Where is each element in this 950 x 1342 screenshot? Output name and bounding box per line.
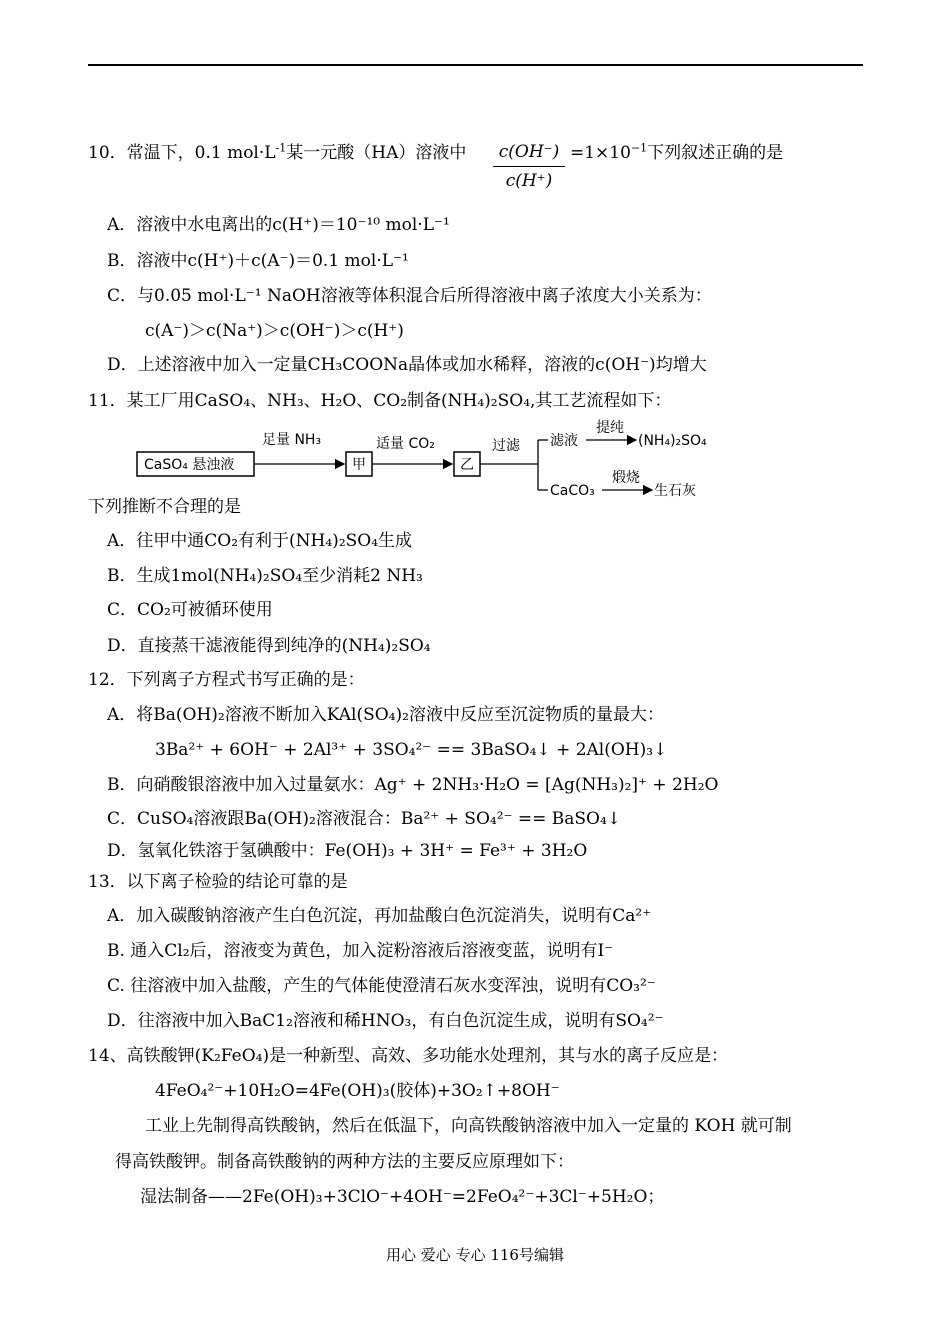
flow-step1-label: 足量 NH₃ [262, 432, 322, 448]
q14-paragraph-line2: 得高铁酸钾。制备高铁酸钠的两种方法的主要反应原理如下： [115, 1152, 574, 1172]
q13-option-c: C. 往溶液中加入盐酸，产生的气体能使澄清石灰水变浑浊，说明有CO₃²⁻ [107, 976, 656, 996]
q11-prompt: 下列推断不合理的是 [88, 497, 241, 517]
flow-branch2-label: CaCO₃ [550, 483, 595, 499]
q11-option-b: B．生成1mol(NH₄)₂SO₄至少消耗2 NH₃ [107, 566, 423, 586]
flow-branch2-op: 煅烧 [612, 470, 640, 486]
q10-option-a: A．溶液中水电离出的c(H⁺)＝10⁻¹⁰ mol·L⁻¹ [107, 215, 450, 235]
header-rule [88, 64, 863, 66]
q12-stem: 12．下列离子方程式书写正确的是： [88, 670, 365, 690]
process-flow-diagram [130, 418, 730, 504]
q10-option-c-relation: c(A⁻)＞c(Na⁺)＞c(OH⁻)＞c(H⁺) [145, 321, 404, 341]
q10-fraction-numerator: c(OH⁻) [498, 142, 560, 162]
q10-stem: 10．常温下，0.1 $mol\cdot L^{-1}$某一元酸（HA）溶液中 [88, 141, 467, 163]
q10-option-c: C．与0.05 mol·L⁻¹ NaOH溶液等体积混合后所得溶液中离子浓度大小关系为： [107, 286, 712, 306]
flow-node2-label: 乙 [460, 457, 474, 473]
flow-step2-label: 适量 CO₂ [376, 436, 435, 452]
q13-option-d: D．往溶液中加入BaC1₂溶液和稀HNO₃，有白色沉淀生成，说明有SO₄²⁻ [107, 1011, 664, 1031]
flow-node1-label: 甲 [352, 457, 366, 473]
flow-step3-label: 过滤 [492, 438, 520, 454]
q10-option-d: D．上述溶液中加入一定量CH₃COONa晶体或加水稀释，溶液的c(OH⁻)均增大 [107, 355, 707, 375]
flow-branch2-output: 生石灰 [654, 483, 696, 499]
q11-option-c: C．CO₂可被循环使用 [107, 600, 273, 620]
q10-option-b: B．溶液中c(H⁺)＋c(A⁻)＝0.1 mol·L⁻¹ [107, 251, 409, 271]
q12-option-d: D．氢氧化铁溶于氢碘酸中：Fe(OH)₃ + 3H⁺ = Fe³⁺ + 3H₂O [107, 841, 588, 861]
q12-option-a-equation: 3Ba²⁺ + 6OH⁻ + 2Al³⁺ + 3SO₄²⁻ == 3BaSO₄↓ + 2Al(OH)₃↓ [155, 740, 668, 760]
q11-option-a: A．往甲中通CO₂有利于(NH₄)₂SO₄生成 [107, 531, 413, 551]
q10-fraction-bar [493, 166, 565, 167]
q12-option-c: C．CuSO₄溶液跟Ba(OH)₂溶液混合：Ba²⁺ + SO₄²⁻ == BaSO₄↓ [107, 809, 622, 829]
q12-option-a: A．将Ba(OH)₂溶液不断加入KAl(SO₄)₂溶液中反应至沉淀物质的量最大： [107, 705, 664, 725]
q14-equation: 4FeO₄²⁻+10H₂O=4Fe(OH)₃(胶体)+3O₂↑+8OH⁻ [155, 1081, 560, 1101]
q14-paragraph-line1: 工业上先制得高铁酸钠，然后在低温下，向高铁酸钠溶液中加入一定量的 KOH 就可制 [145, 1116, 792, 1136]
q12-option-b: B．向硝酸银溶液中加入过量氨水：Ag⁺ + 2NH₃·H₂O = [Ag(NH₃)₂]⁺ + 2H₂O [107, 775, 719, 795]
q10-stem-tail: $=1\times 10^{-1}$下列叙述正确的是 [570, 141, 784, 163]
q13-stem: 13．以下离子检验的结论可靠的是 [88, 872, 348, 892]
flow-branch1-op: 提纯 [596, 420, 624, 436]
q13-option-a: A．加入碳酸钠溶液产生白色沉淀，再加盐酸白色沉淀消失，说明有Ca²⁺ [107, 906, 652, 926]
flow-branch1-output: (NH₄)₂SO₄ [638, 433, 707, 449]
flow-start-label: CaSO₄ 悬浊液 [144, 457, 235, 473]
q11-option-d: D．直接蒸干滤液能得到纯净的(NH₄)₂SO₄ [107, 636, 431, 656]
q10-fraction-denominator: c(H⁺) [505, 171, 553, 191]
q14-stem: 14、高铁酸钾(K₂FeO₄)是一种新型、高效、多功能水处理剂，其与水的离子反应是： [88, 1046, 729, 1066]
page-footer: 用心 爱心 专心 116号编辑 [386, 1246, 564, 1264]
q14-wet-method: 湿法制备——2Fe(OH)₃+3ClO⁻+4OH⁻=2FeO₄²⁻+3Cl⁻+5H₂O； [140, 1187, 665, 1207]
q13-option-b: B. 通入Cl₂后，溶液变为黄色，加入淀粉溶液后溶液变蓝，说明有I⁻ [107, 941, 614, 961]
flow-branch1-label: 滤液 [550, 433, 578, 449]
q11-stem: 11．某工厂用CaSO₄、NH₃、H₂O、CO₂制备(NH₄)₂SO₄,其工艺流程如下： [88, 391, 672, 411]
